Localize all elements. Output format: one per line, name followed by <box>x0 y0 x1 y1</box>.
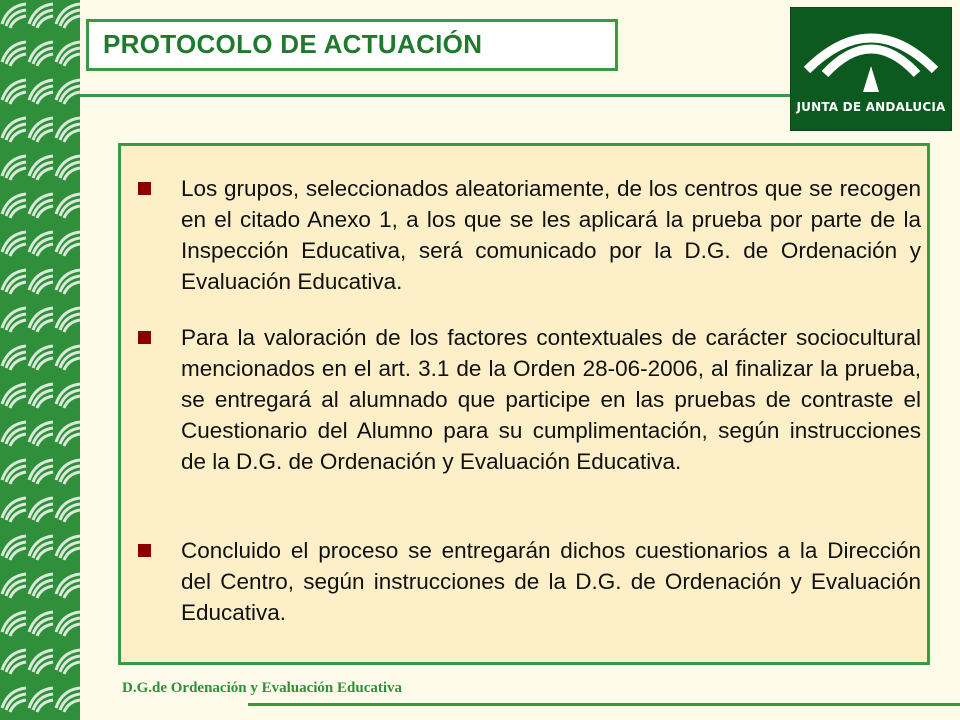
square-bullet-icon <box>138 544 151 557</box>
andalucia-arc-pattern-icon <box>0 0 80 720</box>
square-bullet-icon <box>138 331 151 344</box>
decorative-sidebar <box>0 0 80 720</box>
logo-text: JUNTA DE ANDALUCIA <box>796 100 946 114</box>
bottom-divider <box>248 703 960 706</box>
list-item <box>181 173 921 297</box>
junta-de-andalucia-logo <box>790 7 952 131</box>
bullet-text: Los grupos, seleccionados aleatoriamente, de los centros que se recogen en el citado Anexo 1, a los que se les aplicará la prueba por parte de la Inspección Educativa, será comunicado por la D.G. de Ordenación y Evaluación Educativa. <box>181 176 921 294</box>
list-item <box>181 535 921 628</box>
square-bullet-icon <box>138 182 151 195</box>
top-divider <box>80 94 790 97</box>
title-box <box>86 19 618 71</box>
andalucia-emblem-icon <box>791 8 951 98</box>
content-box <box>118 143 930 665</box>
bullet-text: Concluido el proceso se entregarán dichos cuestionarios a la Dirección del Centro, según instrucciones de la D.G. de Ordenación y Evaluación Educativa. <box>181 538 921 625</box>
footer-credit: D.G.de Ordenación y Evaluación Educativa <box>122 680 403 696</box>
page-title: PROTOCOLO DE ACTUACIÓN <box>103 29 483 59</box>
list-item <box>181 322 921 477</box>
bullet-text: Para la valoración de los factores contextuales de carácter sociocultural mencionados en el art. 3.1 de la Orden 28-06-2006, al finalizar la prueba, se entregará al alumnado que participe en las pruebas de contraste el Cuestionario del Alumno para su cumplimentación, según instrucciones de la D.G. de Ordenación y Evaluación Educativa. <box>181 325 921 474</box>
